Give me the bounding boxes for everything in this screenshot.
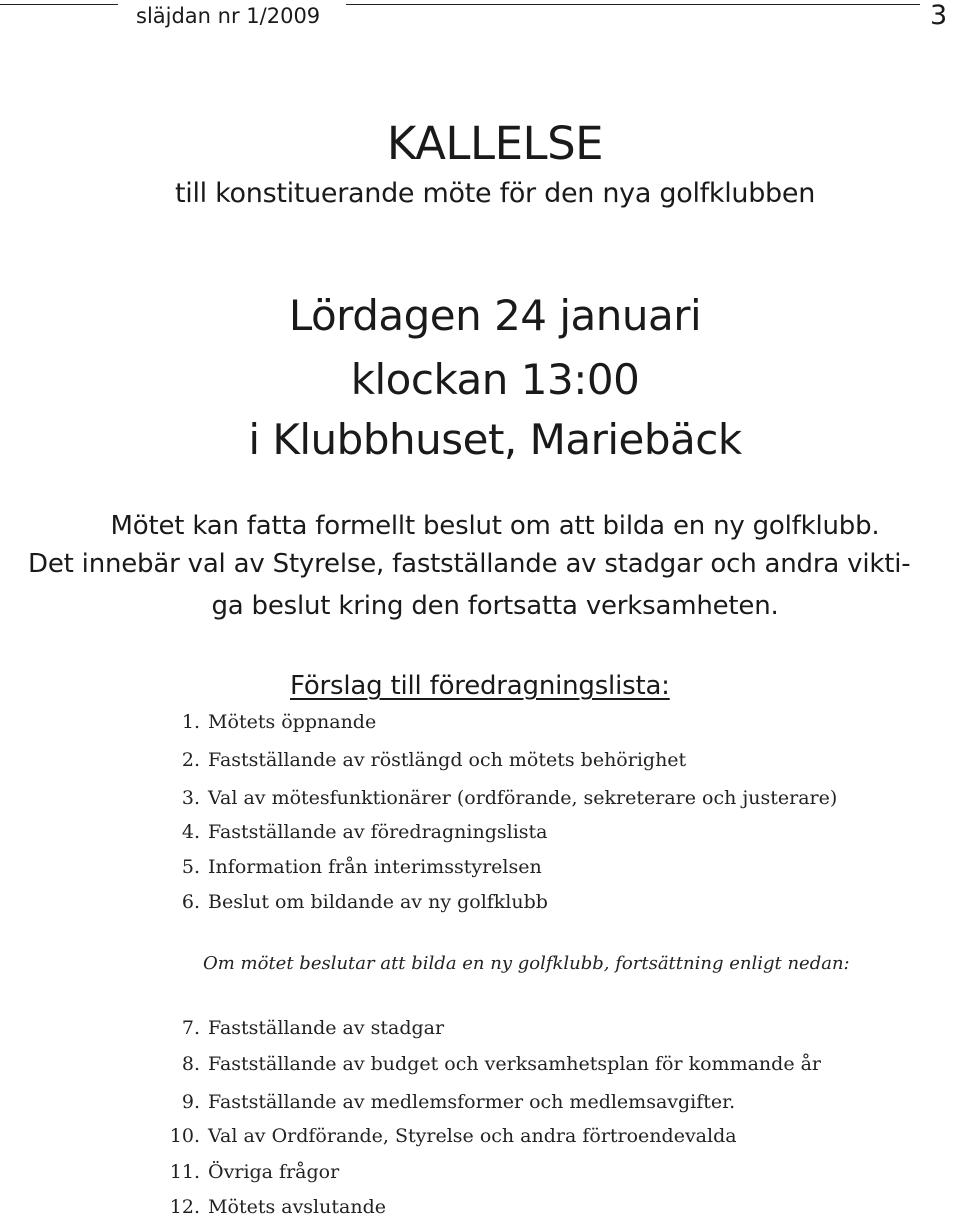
agenda-item (162, 888, 548, 916)
publication-name: släjdan nr 1/2009 (136, 4, 321, 28)
agenda-item-number: 5. (181, 856, 200, 878)
agenda-item-text: Mötets öppnande (208, 711, 377, 733)
agenda-item (162, 1193, 386, 1221)
agenda-item-number: 8. (181, 1053, 200, 1075)
agenda-item-text: Övriga frågor (208, 1161, 340, 1183)
agenda-item (162, 1088, 735, 1116)
agenda-item (162, 746, 686, 774)
agenda-item-number: 6. (181, 891, 200, 913)
agenda-item-number: 9. (181, 1091, 200, 1113)
agenda-item-text: Val av mötesfunktionärer (ordförande, sekreterare och justerare) (208, 787, 838, 809)
agenda-item-number: 11. (169, 1161, 200, 1183)
agenda-item-text: Fastställande av stadgar (208, 1017, 445, 1039)
meeting-date: Lördagen 24 januari (288, 291, 702, 340)
agenda-item-number: 4. (181, 821, 200, 843)
agenda-item (162, 784, 837, 812)
agenda-item-text: Fastställande av medlemsformer och medlemsavgifter. (208, 1091, 736, 1113)
page-subtitle: till konstituerande möte för den nya golfklubben (174, 178, 816, 209)
agenda-item-text: Mötets avslutande (208, 1196, 386, 1218)
intro-line-1: Mötet kan fatta formellt beslut om att bilda en ny golfklubb. (110, 511, 880, 541)
agenda-item (162, 1158, 339, 1186)
header-rule-right (346, 4, 920, 5)
agenda-item (162, 708, 376, 736)
agenda-item-text: Fastställande av föredragningslista (208, 821, 548, 843)
page-number: 3 (930, 0, 948, 31)
agenda-item-number: 10. (169, 1125, 200, 1147)
agenda-item (162, 1050, 821, 1078)
agenda-item-number: 1. (181, 711, 200, 733)
agenda-item (162, 818, 548, 846)
agenda-item (162, 853, 542, 881)
agenda-item (162, 1122, 737, 1150)
agenda-item-text: Information från interimsstyrelsen (208, 856, 542, 878)
page-title: KALLELSE (386, 117, 604, 170)
meeting-place: i Klubbhuset, Mariebäck (248, 415, 742, 464)
agenda-item-number: 12. (169, 1196, 200, 1218)
agenda-item-number: 7. (181, 1017, 200, 1039)
agenda-note: Om mötet beslutar att bilda en ny golfklubb, fortsättning enligt nedan: (203, 953, 850, 974)
agenda-heading: Förslag till föredragningslista: (290, 671, 670, 701)
agenda-item-number: 3. (181, 787, 200, 809)
agenda-item-number: 2. (181, 749, 200, 771)
intro-line-2: Det innebär val av Styrelse, fastställande av stadgar och andra vikti- (28, 549, 911, 579)
agenda-item-text: Fastställande av röstlängd och mötets behörighet (208, 749, 687, 771)
intro-line-3: ga beslut kring den fortsatta verksamheten. (211, 591, 779, 621)
agenda-item-text: Val av Ordförande, Styrelse och andra förtroendevalda (208, 1125, 737, 1147)
agenda-item-text: Fastställande av budget och verksamhetsplan för kommande år (208, 1053, 822, 1075)
header-rule-left (0, 4, 118, 5)
agenda-item (162, 1014, 444, 1042)
agenda-item-text: Beslut om bildande av ny golfklubb (208, 891, 548, 913)
meeting-time: klockan 13:00 (350, 355, 640, 404)
